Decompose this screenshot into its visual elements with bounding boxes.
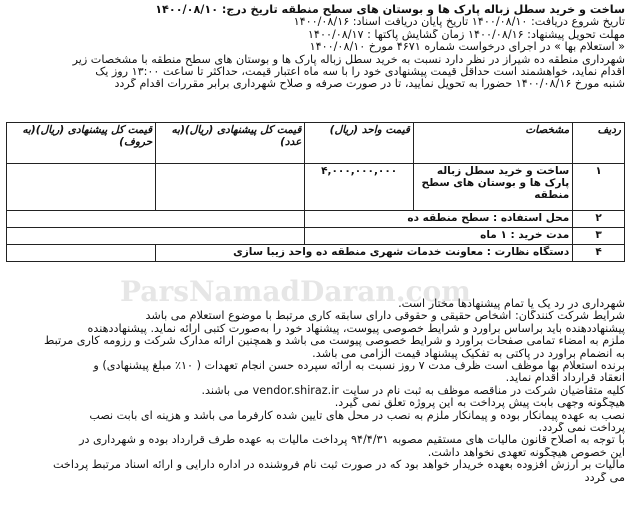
notice-deadline-line: مهلت تحویل پیشنهاد: ۱۴۰۰/۰۸/۱۶ زمان گشایش پاکتها : ۱۴۰۰/۰۸/۱۷ xyxy=(307,28,625,41)
notice-title-line: ساخت و خرید سطل زباله پارک ها و بوستان های سطح منطقه تاریخ درج: ۱۴۰۰/۰۸/۱۰ xyxy=(155,4,625,16)
condition-line: با توجه به اصلاح قانون مالیات های مستقیم مصوبه ۹۴/۴/۳۱ پرداخت مالیات به عهده طرف قرارداد بوده و شهرداری در xyxy=(79,434,625,447)
subrow-number: ۳ xyxy=(573,228,625,245)
table-row xyxy=(7,228,625,245)
item-unit-price: ۴,۰۰۰,۰۰۰,۰۰۰ xyxy=(321,165,398,177)
notice-dates-line: تاریخ شروع دریافت: ۱۴۰۰/۰۸/۱۰ تاریخ پایان دریافت اسناد: ۱۴۰۰/۰۸/۱۶ xyxy=(293,16,625,29)
table-header-row xyxy=(7,123,625,164)
condition-line: شرایط شرکت کنندگان: اشخاص حقیقی و حقوقی دارای سابقه کاری مرتبط با موضوع استعلام می باشد xyxy=(145,310,625,323)
watermark: ParsNamadDaran.com xyxy=(120,275,471,308)
header-total-number: قیمت کل پیشنهادی (ریال)(به عدد) xyxy=(156,123,305,164)
item-description: ساخت و خرید سطل زباله پارک ها و بوستان های سطح منطقه xyxy=(413,164,572,211)
spec-table xyxy=(6,122,625,262)
header-description: مشخصات xyxy=(413,123,572,164)
header-row-number: ردیف xyxy=(573,123,625,164)
notice-header xyxy=(6,4,625,91)
subrow-number: ۲ xyxy=(573,211,625,228)
header-unit-price: قیمت واحد (ریال) xyxy=(305,123,414,164)
supervising-body: دستگاه نظارت : معاونت خدمات شهری منطقه ده واحد زیبا سازی xyxy=(156,245,573,262)
purchase-duration: مدت خرید : ۱ ماه xyxy=(305,228,573,245)
table-row xyxy=(7,164,625,211)
usage-location: محل استفاده : سطح منطقه ده xyxy=(305,211,573,228)
condition-line: هیچگونه وجهی بابت پیش پرداخت به این پروژه تعلق نمی گیرد. xyxy=(334,397,625,410)
notice-body-line: اقدام نماید، خواهشمند است حداقل قیمت پیشنهادی خود را با سه ماه اعتبار قیمت، حداکثر تا ساعت ۱۳:۰۰ روز یک xyxy=(95,66,625,79)
item-row-number: ۱ xyxy=(573,164,625,211)
condition-line: می گردد xyxy=(584,471,625,484)
condition-line: پرداخت نمی گردد. xyxy=(538,422,625,435)
subrow-number: ۴ xyxy=(573,245,625,262)
notice-conditions xyxy=(6,298,625,484)
condition-line: ملزم به امضاء تمامی صفحات برآورد و شرایط خصوصی پیوست می باشد و همچنین ارائه مدارک شرکت و رزومه کاری مرتبط xyxy=(43,335,625,348)
condition-line: مالیات بر ارزش افزوده بعهده خریدار خواهد بود که در صورت ثبت نام فروشنده در اداره دارایی و ارائه اسناد مرتبط پرداخت xyxy=(52,459,625,472)
item-total-number xyxy=(156,164,305,211)
condition-line: انعقاد قرارداد اقدام نماید. xyxy=(505,372,625,385)
notice-body-line: شنبه مورخ ۱۴۰۰/۰۸/۱۶ حضورا به تحویل نمایید، تا در صورت صرفه و صلاح شهرداری برابر مقررات اقدام گردد xyxy=(114,78,625,91)
condition-line: شهرداری در رد یک یا تمام پیشنهادها مختار است. xyxy=(398,298,625,310)
header-total-words: قیمت کل پیشنهادی (ریال)(به حروف) xyxy=(7,123,156,164)
condition-line: پیشنهاددهنده باید براساس برآورد و شرایط خصوصی پیوست، پیشنهاد خود را به‌صورت کتبی ارائه نماید. پیشنهاددهنده xyxy=(87,322,625,335)
table-row xyxy=(7,245,625,262)
item-total-words xyxy=(7,164,156,211)
notice-body-line: شهرداری منطقه ده شیراز در نظر دارد نسبت به خرید سطل زباله پارک ها و بوستان های سطح منطقه با مشخصات زیر xyxy=(72,53,625,66)
empty-cell xyxy=(7,228,305,245)
condition-line: کلیه متقاضیان شرکت در مناقصه موظف به ثبت نام در سایت vendor.shiraz.ir می باشند. xyxy=(201,384,625,397)
table-row xyxy=(7,211,625,228)
condition-line: به انضمام برآورد در پاکتی به تفکیک پیشنهاد قیمت الزامی می باشد. xyxy=(312,347,625,360)
empty-cell xyxy=(7,245,156,262)
condition-line: نصب به عهده پیمانکار بوده و پیمانکار ملزم به نصب در محل های تایین شده کارفرما می باشد و هزینه ای بابت نصب xyxy=(89,409,625,422)
condition-line: برنده استعلام بها موظف است ظرف مدت ۷ روز نسبت به ارائه سپرده حسن انجام تعهدات ( ۱۰٪ مبلغ پیشنهادی) و xyxy=(93,360,625,373)
condition-line: این خصوص هیچگونه تعهدی نخواهد داشت. xyxy=(427,446,625,459)
item-unit-price-cell xyxy=(305,164,414,211)
notice-request-line: « استعلام بها » در اجرای درخواست شماره ۴۶۷۱ مورخ ۱۴۰۰/۰۸/۱۰ xyxy=(309,41,625,54)
empty-cell xyxy=(7,211,305,228)
